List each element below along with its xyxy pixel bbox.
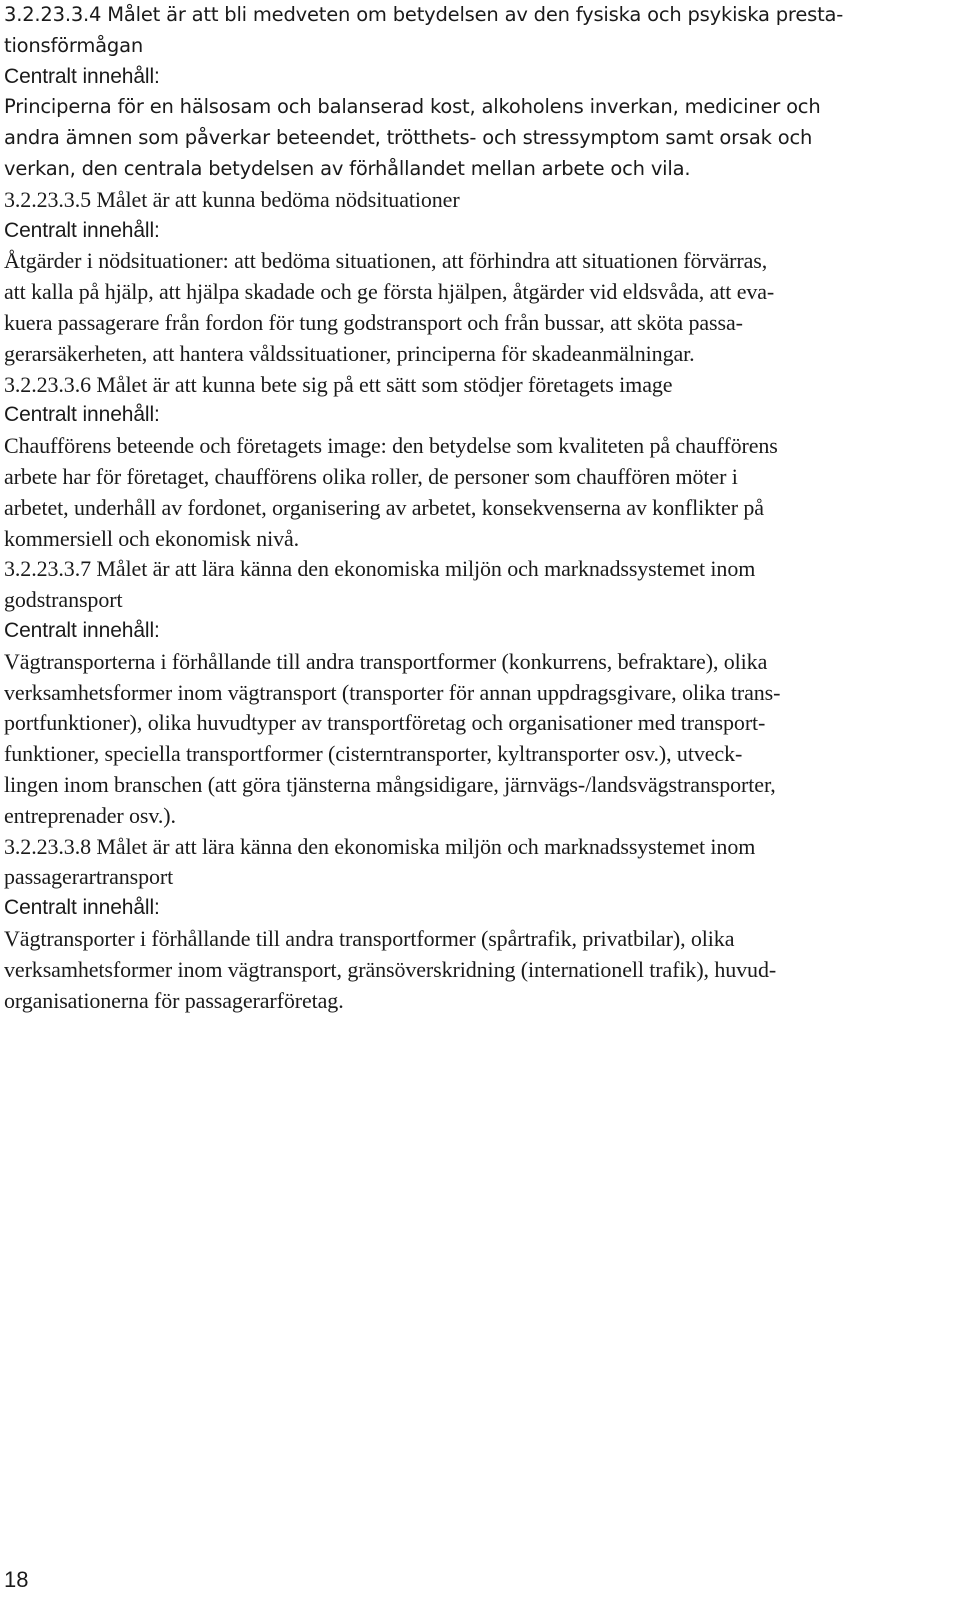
section-label: Centralt innehåll: (4, 218, 160, 242)
text-line: verksamhetsformer inom vägtransport (transporter för annan uppdragsgivare, olika trans- (4, 679, 781, 705)
text-line: funktioner, speciella transportformer (cisterntransporter, kyltransporter osv.), utveck- (4, 741, 743, 767)
section-label: Centralt innehåll: (4, 403, 160, 427)
text-line: 3.2.23.3.8 Målet är att lära känna den ekonomiska miljön och marknadssystemet inom (4, 833, 756, 859)
text-line: verksamhetsformer inom vägtransport, gränsöverskridning (internationell trafik), huvud- (4, 956, 777, 982)
text-line: kommersiell och ekonomisk nivå. (4, 525, 300, 551)
text-line: passagerartransport (4, 864, 174, 890)
text-line: Chaufförens beteende och företagets image: den betydelse som kvaliteten på chaufförens (4, 433, 778, 459)
text-line: Vägtransporter i förhållande till andra transportformer (spårtrafik, privatbilar), olika (4, 925, 735, 951)
text-line: Vägtransporterna i förhållande till andra transportformer (konkurrens, befraktare), olika (4, 648, 768, 674)
text-line: gerarsäkerheten, att hantera våldssituationer, principerna för skadeanmälningar. (4, 340, 695, 366)
text-line: tionsförmågan (4, 33, 144, 57)
text-line: 3.2.23.3.4 Målet är att bli medveten om betydelsen av den fysiska och psykiska presta- (4, 3, 844, 26)
text-line: entreprenader osv.). (4, 802, 176, 828)
text-line: andra ämnen som påverkar beteendet, trötthets- och stressymptom samt orsak och (4, 126, 813, 150)
text-line: lingen inom branschen (att göra tjänsterna mångsidigare, järnvägs-/landsvägstransporter, (4, 771, 776, 797)
text-line: 3.2.23.3.6 Målet är att kunna bete sig på ett sätt som stödjer företagets image (4, 371, 673, 397)
document-body (4, 0, 952, 1016)
text-line: organisationerna för passagerarföretag. (4, 987, 344, 1013)
section-label: Centralt innehåll: (4, 896, 160, 920)
text-line: verkan, den centrala betydelsen av förhållandet mellan arbete och vila. (4, 156, 691, 180)
text-line: arbetet, underhåll av fordonet, organisering av arbetet, konsekvenserna av konflikter på (4, 494, 764, 520)
text-line: 3.2.23.3.7 Målet är att lära känna den ekonomiska miljön och marknadssystemet inom (4, 556, 756, 582)
text-line: kuera passagerare från fordon för tung godstransport och från bussar, att sköta passa- (4, 309, 743, 335)
text-line: arbete har för företaget, chaufförens olika roller, de personer som chauffören möter i (4, 463, 738, 489)
document-page (4, 0, 952, 1016)
text-line: 3.2.23.3.5 Målet är att kunna bedöma nödsituationer (4, 186, 460, 212)
text-line: godstransport (4, 587, 123, 613)
text-line: Principerna för en hälsosam och balanserad kost, alkoholens inverkan, mediciner och (4, 95, 821, 119)
section-label: Centralt innehåll: (4, 64, 160, 88)
page-number: 18 (4, 1567, 29, 1592)
text-line: portfunktioner), olika huvudtyper av transportföretag och organisationer med transport- (4, 710, 766, 736)
text-line: Åtgärder i nödsituationer: att bedöma situationen, att förhindra att situationen förvärras, (4, 248, 768, 274)
text-line: att kalla på hjälp, att hjälpa skadade och ge första hjälpen, åtgärder vid eldsvåda, att eva- (4, 279, 775, 305)
section-label: Centralt innehåll: (4, 618, 160, 642)
